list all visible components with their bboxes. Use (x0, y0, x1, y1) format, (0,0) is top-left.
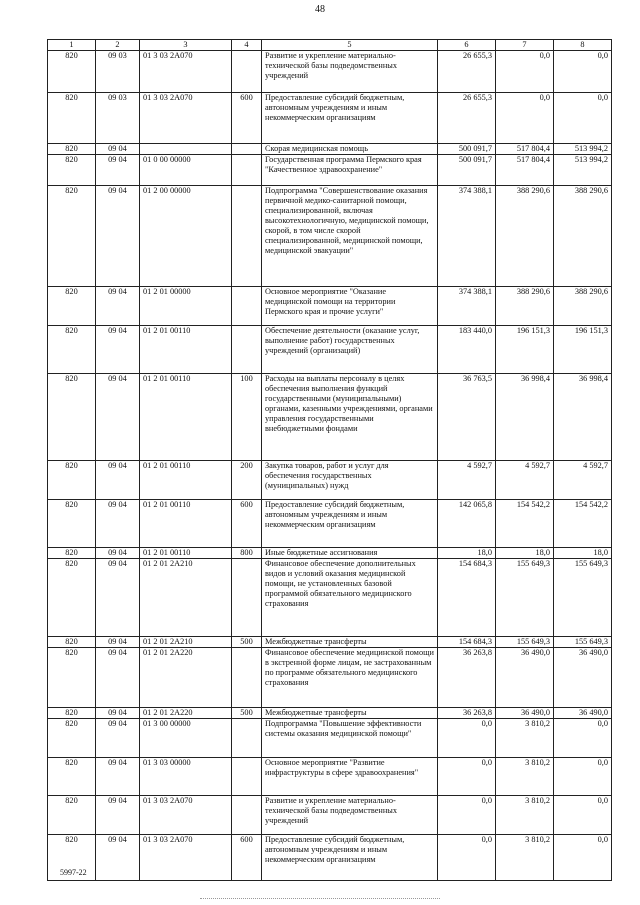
admin-code-cell: 820 (48, 719, 96, 758)
amount-2022-cell: 0,0 (438, 835, 496, 881)
admin-code-cell: 820 (48, 835, 96, 881)
amount-2024-cell: 4 592,7 (554, 461, 612, 500)
amount-2022-cell: 183 440,0 (438, 326, 496, 374)
target-article-cell: 01 2 01 2А210 (140, 637, 232, 648)
column-header: 8 (554, 40, 612, 51)
amount-2024-cell: 0,0 (554, 51, 612, 93)
expense-type-cell: 500 (232, 708, 262, 719)
section-code-cell: 09 04 (96, 637, 140, 648)
amount-2023-cell: 196 151,3 (496, 326, 554, 374)
table-row (48, 708, 612, 719)
amount-2024-cell: 18,0 (554, 548, 612, 559)
amount-2023-cell: 155 649,3 (496, 559, 554, 637)
admin-code-cell: 820 (48, 155, 96, 186)
description-cell: Иные бюджетные ассигнования (262, 548, 438, 559)
amount-2022-cell: 374 388,1 (438, 287, 496, 326)
amount-2024-cell: 388 290,6 (554, 186, 612, 287)
footer-code: 5997-22 (60, 868, 87, 877)
table-row (48, 51, 612, 93)
amount-2024-cell: 0,0 (554, 796, 612, 835)
amount-2022-cell: 26 655,3 (438, 93, 496, 144)
amount-2023-cell: 155 649,3 (496, 637, 554, 648)
target-article-cell: 01 0 00 00000 (140, 155, 232, 186)
target-article-cell: 01 3 03 2А070 (140, 51, 232, 93)
amount-2022-cell: 0,0 (438, 758, 496, 796)
description-cell: Предоставление субсидий бюджетным, автономным учреждениям и иным некоммерческим организациям (262, 835, 438, 881)
amount-2023-cell: 36 490,0 (496, 648, 554, 708)
table-row (48, 93, 612, 144)
target-article-cell: 01 2 01 2А220 (140, 648, 232, 708)
amount-2024-cell: 36 490,0 (554, 708, 612, 719)
target-article-cell: 01 3 03 2А070 (140, 835, 232, 881)
description-cell: Финансовое обеспечение медицинской помощи в экстренной форме лицам, не застрахованным по программе обязательного медицинского страхования (262, 648, 438, 708)
column-header: 5 (262, 40, 438, 51)
description-cell: Скорая медицинская помощь (262, 144, 438, 155)
expense-type-cell (232, 144, 262, 155)
amount-2024-cell: 0,0 (554, 93, 612, 144)
admin-code-cell: 820 (48, 796, 96, 835)
amount-2022-cell: 154 684,3 (438, 559, 496, 637)
amount-2024-cell: 36 998,4 (554, 374, 612, 461)
amount-2024-cell: 196 151,3 (554, 326, 612, 374)
admin-code-cell: 820 (48, 708, 96, 719)
column-header: 1 (48, 40, 96, 51)
expense-type-cell (232, 287, 262, 326)
admin-code-cell: 820 (48, 559, 96, 637)
expense-type-cell (232, 758, 262, 796)
column-header: 3 (140, 40, 232, 51)
section-code-cell: 09 03 (96, 51, 140, 93)
admin-code-cell: 820 (48, 648, 96, 708)
column-number-row (48, 40, 612, 51)
target-article-cell (140, 144, 232, 155)
admin-code-cell: 820 (48, 461, 96, 500)
admin-code-cell: 820 (48, 758, 96, 796)
section-code-cell: 09 04 (96, 796, 140, 835)
amount-2024-cell: 155 649,3 (554, 637, 612, 648)
admin-code-cell: 820 (48, 548, 96, 559)
amount-2022-cell: 36 763,5 (438, 374, 496, 461)
section-code-cell: 09 04 (96, 648, 140, 708)
admin-code-cell: 820 (48, 637, 96, 648)
table-row (48, 719, 612, 758)
expense-type-cell (232, 326, 262, 374)
table-row (48, 648, 612, 708)
amount-2023-cell: 36 998,4 (496, 374, 554, 461)
amount-2022-cell: 142 065,8 (438, 500, 496, 548)
section-code-cell: 09 04 (96, 326, 140, 374)
table-row (48, 287, 612, 326)
expense-type-cell: 500 (232, 637, 262, 648)
amount-2024-cell: 388 290,6 (554, 287, 612, 326)
amount-2022-cell: 500 091,7 (438, 155, 496, 186)
target-article-cell: 01 2 01 00110 (140, 548, 232, 559)
admin-code-cell: 820 (48, 500, 96, 548)
table-row (48, 637, 612, 648)
target-article-cell: 01 2 01 00110 (140, 374, 232, 461)
description-cell: Подпрограмма "Повышение эффективности системы оказания медицинской помощи" (262, 719, 438, 758)
table-row (48, 758, 612, 796)
description-cell: Предоставление субсидий бюджетным, автономным учреждениям и иным некоммерческим организациям (262, 93, 438, 144)
table-row (48, 500, 612, 548)
column-header: 6 (438, 40, 496, 51)
target-article-cell: 01 3 00 00000 (140, 719, 232, 758)
expense-type-cell (232, 559, 262, 637)
column-header: 4 (232, 40, 262, 51)
expense-type-cell: 800 (232, 548, 262, 559)
amount-2023-cell: 3 810,2 (496, 796, 554, 835)
section-code-cell: 09 04 (96, 500, 140, 548)
amount-2022-cell: 0,0 (438, 796, 496, 835)
table-row (48, 186, 612, 287)
admin-code-cell: 820 (48, 374, 96, 461)
table-row (48, 548, 612, 559)
description-cell: Основное мероприятие "Оказание медицинской помощи на территории Пермского края и прочие услуги" (262, 287, 438, 326)
amount-2024-cell: 0,0 (554, 758, 612, 796)
section-code-cell: 09 04 (96, 144, 140, 155)
target-article-cell: 01 3 03 2А070 (140, 93, 232, 144)
target-article-cell: 01 2 01 2А210 (140, 559, 232, 637)
amount-2022-cell: 36 263,8 (438, 648, 496, 708)
table-row (48, 835, 612, 881)
expense-type-cell (232, 155, 262, 186)
section-code-cell: 09 04 (96, 708, 140, 719)
column-header: 7 (496, 40, 554, 51)
admin-code-cell: 820 (48, 186, 96, 287)
section-code-cell: 09 03 (96, 93, 140, 144)
expense-type-cell (232, 796, 262, 835)
expense-type-cell (232, 719, 262, 758)
table-row (48, 155, 612, 186)
amount-2022-cell: 26 655,3 (438, 51, 496, 93)
description-cell: Межбюджетные трансферты (262, 708, 438, 719)
amount-2022-cell: 0,0 (438, 719, 496, 758)
expense-type-cell (232, 648, 262, 708)
description-cell: Развитие и укрепление материально-технической базы подведомственных учреждений (262, 51, 438, 93)
target-article-cell: 01 2 01 00110 (140, 500, 232, 548)
amount-2022-cell: 374 388,1 (438, 186, 496, 287)
description-cell: Финансовое обеспечение дополнительных видов и условий оказания медицинской помощи, не установленных базовой программой обязательного медицинского страхования (262, 559, 438, 637)
amount-2023-cell: 3 810,2 (496, 835, 554, 881)
amount-2024-cell: 0,0 (554, 835, 612, 881)
amount-2023-cell: 0,0 (496, 51, 554, 93)
amount-2023-cell: 517 804,4 (496, 155, 554, 186)
target-article-cell: 01 2 01 00110 (140, 461, 232, 500)
admin-code-cell: 820 (48, 287, 96, 326)
amount-2022-cell: 500 091,7 (438, 144, 496, 155)
amount-2023-cell: 517 804,4 (496, 144, 554, 155)
column-header: 2 (96, 40, 140, 51)
expense-type-cell: 600 (232, 835, 262, 881)
target-article-cell: 01 2 01 2А220 (140, 708, 232, 719)
section-code-cell: 09 04 (96, 835, 140, 881)
description-cell: Развитие и укрепление материально-технической базы подведомственных учреждений (262, 796, 438, 835)
section-code-cell: 09 04 (96, 186, 140, 287)
section-code-cell: 09 04 (96, 548, 140, 559)
amount-2024-cell: 155 649,3 (554, 559, 612, 637)
description-cell: Предоставление субсидий бюджетным, автономным учреждениям и иным некоммерческим организациям (262, 500, 438, 548)
amount-2023-cell: 388 290,6 (496, 186, 554, 287)
table-row (48, 144, 612, 155)
amount-2023-cell: 4 592,7 (496, 461, 554, 500)
section-code-cell: 09 04 (96, 559, 140, 637)
admin-code-cell: 820 (48, 144, 96, 155)
expense-type-cell: 600 (232, 500, 262, 548)
amount-2024-cell: 513 994,2 (554, 144, 612, 155)
amount-2024-cell: 0,0 (554, 719, 612, 758)
section-code-cell: 09 04 (96, 719, 140, 758)
section-code-cell: 09 04 (96, 155, 140, 186)
admin-code-cell: 820 (48, 93, 96, 144)
amount-2022-cell: 36 263,8 (438, 708, 496, 719)
description-cell: Обеспечение деятельности (оказание услуг, выполнение работ) государственных учреждений (организаций) (262, 326, 438, 374)
description-cell: Расходы на выплаты персоналу в целях обеспечения выполнения функций государственными (муниципальными) органами, казенными учреждениями, органами управления государственными внебюджетными фондами (262, 374, 438, 461)
footer-scan-marks (200, 898, 440, 902)
amount-2022-cell: 4 592,7 (438, 461, 496, 500)
amount-2023-cell: 18,0 (496, 548, 554, 559)
description-cell: Закупка товаров, работ и услуг для обеспечения государственных (муниципальных) нужд (262, 461, 438, 500)
expense-type-cell: 200 (232, 461, 262, 500)
amount-2023-cell: 3 810,2 (496, 719, 554, 758)
amount-2023-cell: 36 490,0 (496, 708, 554, 719)
amount-2023-cell: 388 290,6 (496, 287, 554, 326)
table-row (48, 326, 612, 374)
amount-2024-cell: 36 490,0 (554, 648, 612, 708)
target-article-cell: 01 3 03 00000 (140, 758, 232, 796)
description-cell: Межбюджетные трансферты (262, 637, 438, 648)
amount-2024-cell: 513 994,2 (554, 155, 612, 186)
table-row (48, 559, 612, 637)
admin-code-cell: 820 (48, 51, 96, 93)
table-row (48, 461, 612, 500)
expense-type-cell: 600 (232, 93, 262, 144)
section-code-cell: 09 04 (96, 758, 140, 796)
description-cell: Подпрограмма "Совершенствование оказания первичной медико-санитарной помощи, специализированной, включая высокотехнологичную, медицинской помощи, скорой, в том числе скорой специализированной, медицинской помощи, медицинской эвакуации" (262, 186, 438, 287)
page-number: 48 (315, 4, 325, 15)
target-article-cell: 01 2 01 00110 (140, 326, 232, 374)
admin-code-cell: 820 (48, 326, 96, 374)
amount-2022-cell: 18,0 (438, 548, 496, 559)
table-row (48, 796, 612, 835)
target-article-cell: 01 2 01 00000 (140, 287, 232, 326)
amount-2023-cell: 154 542,2 (496, 500, 554, 548)
table-row (48, 374, 612, 461)
description-cell: Основное мероприятие "Развитие инфраструктуры в сфере здравоохранения" (262, 758, 438, 796)
target-article-cell: 01 3 03 2А070 (140, 796, 232, 835)
amount-2023-cell: 0,0 (496, 93, 554, 144)
budget-table (47, 39, 612, 881)
amount-2024-cell: 154 542,2 (554, 500, 612, 548)
section-code-cell: 09 04 (96, 374, 140, 461)
section-code-cell: 09 04 (96, 287, 140, 326)
description-cell: Государственная программа Пермского края "Качественное здравоохранение" (262, 155, 438, 186)
amount-2022-cell: 154 684,3 (438, 637, 496, 648)
expense-type-cell: 100 (232, 374, 262, 461)
section-code-cell: 09 04 (96, 461, 140, 500)
expense-type-cell (232, 186, 262, 287)
expense-type-cell (232, 51, 262, 93)
amount-2023-cell: 3 810,2 (496, 758, 554, 796)
target-article-cell: 01 2 00 00000 (140, 186, 232, 287)
